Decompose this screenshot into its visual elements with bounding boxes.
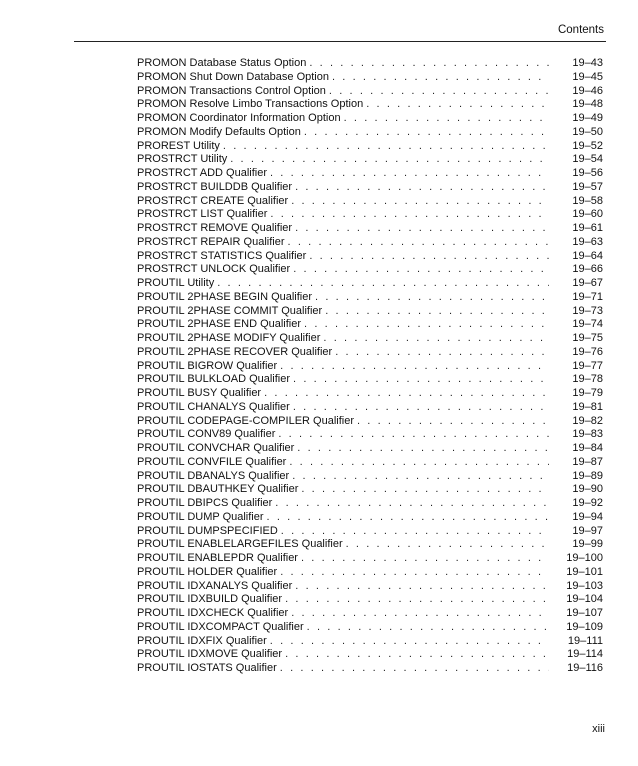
toc-entry-title: PROMON Coordinator Information Option bbox=[137, 112, 341, 124]
toc-entry[interactable] bbox=[137, 593, 603, 607]
dot-leader bbox=[223, 140, 549, 154]
toc-entry-page: 19–90 bbox=[572, 483, 603, 496]
toc-entry[interactable] bbox=[137, 98, 603, 112]
toc-entry-title: PROUTIL 2PHASE RECOVER Qualifier bbox=[137, 345, 333, 358]
toc-entry-page: 19–43 bbox=[572, 57, 603, 69]
toc-entry[interactable] bbox=[137, 525, 603, 539]
toc-entry-page: 19–104 bbox=[566, 593, 603, 606]
toc-entry[interactable] bbox=[137, 126, 603, 140]
toc-entry[interactable] bbox=[137, 195, 603, 209]
toc-entry-page: 19–52 bbox=[572, 139, 603, 152]
toc-entry-page: 19–79 bbox=[572, 387, 603, 399]
toc-entry-page: 19–75 bbox=[572, 332, 603, 344]
toc-entry-title: PROUTIL IDXCHECK Qualifier bbox=[137, 607, 289, 619]
dot-leader bbox=[291, 195, 549, 209]
toc-entry[interactable] bbox=[137, 236, 603, 250]
toc-entry[interactable] bbox=[137, 291, 603, 305]
toc-entry-page: 19–67 bbox=[572, 277, 603, 289]
toc-entry-title: PROUTIL CODEPAGE-COMPILER Qualifier bbox=[137, 414, 354, 427]
toc-entry-page: 19–101 bbox=[566, 565, 603, 578]
dot-leader bbox=[309, 57, 549, 71]
toc-entry-title: PROUTIL CONVCHAR Qualifier bbox=[137, 442, 295, 454]
toc-entry-page: 19–109 bbox=[566, 620, 603, 633]
dot-leader bbox=[270, 167, 549, 181]
toc-entry-page: 19–97 bbox=[572, 524, 603, 537]
dot-leader bbox=[366, 98, 549, 112]
table-of-contents bbox=[137, 57, 603, 676]
toc-entry-page: 19–60 bbox=[572, 208, 603, 221]
dot-leader bbox=[335, 346, 549, 360]
dot-leader bbox=[270, 635, 549, 649]
toc-entry-title: PROUTIL 2PHASE BEGIN Qualifier bbox=[137, 290, 313, 303]
toc-entry-title: PROUTIL 2PHASE END Qualifier bbox=[137, 318, 302, 331]
dot-leader bbox=[344, 112, 549, 126]
dot-leader bbox=[280, 360, 549, 374]
toc-entry-page: 19–87 bbox=[572, 455, 603, 468]
dot-leader bbox=[217, 277, 549, 291]
dot-leader bbox=[329, 85, 549, 99]
dot-leader bbox=[297, 442, 549, 456]
toc-entry[interactable] bbox=[137, 648, 603, 662]
toc-entry[interactable] bbox=[137, 621, 603, 635]
toc-entry[interactable] bbox=[137, 318, 603, 332]
toc-entry-title: PROUTIL DBAUTHKEY Qualifier bbox=[137, 483, 299, 496]
dot-leader bbox=[278, 428, 549, 442]
dot-leader bbox=[275, 497, 549, 511]
toc-entry-title: PROUTIL Utility bbox=[137, 277, 215, 289]
toc-entry[interactable] bbox=[137, 662, 603, 676]
toc-entry-title: PROSTRCT REMOVE Qualifier bbox=[137, 222, 293, 234]
dot-leader bbox=[323, 332, 549, 346]
toc-entry-title: PROSTRCT STATISTICS Qualifier bbox=[137, 249, 307, 262]
toc-entry-page: 19–74 bbox=[572, 318, 603, 331]
toc-entry[interactable] bbox=[137, 580, 603, 594]
toc-entry-title: PROUTIL IDXMOVE Qualifier bbox=[137, 648, 283, 661]
toc-entry[interactable] bbox=[137, 373, 603, 387]
toc-entry-page: 19–66 bbox=[572, 263, 603, 276]
toc-entry-title: PROMON Modify Defaults Option bbox=[137, 125, 301, 138]
dot-leader bbox=[293, 373, 549, 387]
toc-entry-title: PROSTRCT UNLOCK Qualifier bbox=[137, 263, 291, 276]
dot-leader bbox=[315, 291, 549, 305]
toc-entry-title: PROUTIL IDXBUILD Qualifier bbox=[137, 593, 283, 606]
dot-leader bbox=[346, 538, 549, 552]
toc-entry[interactable] bbox=[137, 57, 603, 71]
toc-entry[interactable] bbox=[137, 208, 603, 222]
toc-entry[interactable] bbox=[137, 360, 603, 374]
dot-leader bbox=[281, 525, 549, 539]
dot-leader bbox=[295, 580, 549, 594]
dot-leader bbox=[304, 126, 549, 140]
toc-entry-title: PROUTIL DBIPCS Qualifier bbox=[137, 497, 273, 509]
toc-entry-page: 19–48 bbox=[572, 98, 603, 111]
toc-entry-page: 19–71 bbox=[572, 290, 603, 303]
dot-leader bbox=[295, 222, 549, 236]
toc-entry-title: PROUTIL IOSTATS Qualifier bbox=[137, 662, 277, 674]
toc-entry-page: 19–116 bbox=[567, 662, 603, 674]
toc-entry-page: 19–56 bbox=[572, 167, 603, 179]
toc-entry-page: 19–103 bbox=[566, 579, 603, 592]
toc-entry[interactable] bbox=[137, 387, 603, 401]
dot-leader bbox=[288, 236, 549, 250]
toc-entry-title: PROUTIL IDXANALYS Qualifier bbox=[137, 579, 293, 592]
toc-entry[interactable] bbox=[137, 250, 603, 264]
toc-entry-title: PROUTIL CONVFILE Qualifier bbox=[137, 455, 287, 468]
toc-entry-title: PROMON Database Status Option bbox=[137, 57, 307, 69]
toc-entry-page: 19–114 bbox=[567, 648, 603, 661]
toc-entry[interactable] bbox=[137, 346, 603, 360]
dot-leader bbox=[325, 305, 549, 319]
toc-entry-title: PROSTRCT ADD Qualifier bbox=[137, 167, 267, 179]
toc-entry[interactable] bbox=[137, 442, 603, 456]
toc-entry-page: 19–89 bbox=[572, 469, 603, 482]
dot-leader bbox=[230, 153, 549, 167]
toc-entry-page: 19–64 bbox=[572, 249, 603, 262]
dot-leader bbox=[309, 250, 549, 264]
running-header-title: Contents bbox=[557, 24, 604, 36]
toc-entry-page: 19–73 bbox=[572, 304, 603, 317]
toc-entry[interactable] bbox=[137, 222, 603, 236]
toc-entry-page: 19–58 bbox=[572, 194, 603, 207]
toc-entry-page: 19–49 bbox=[572, 112, 603, 124]
dot-leader bbox=[293, 263, 549, 277]
dot-leader bbox=[270, 208, 549, 222]
toc-entry[interactable] bbox=[137, 538, 603, 552]
toc-entry[interactable] bbox=[137, 635, 603, 649]
header-rule bbox=[74, 41, 606, 42]
toc-entry-title: PROSTRCT BUILDDB Qualifier bbox=[137, 180, 293, 193]
toc-entry-title: PROUTIL IDXCOMPACT Qualifier bbox=[137, 620, 304, 633]
toc-entry-page: 19–99 bbox=[572, 538, 603, 551]
toc-entry-page: 19–81 bbox=[572, 400, 603, 413]
toc-entry[interactable] bbox=[137, 167, 603, 181]
dot-leader bbox=[357, 415, 549, 429]
dot-leader bbox=[304, 318, 549, 332]
toc-entry-page: 19–77 bbox=[572, 359, 603, 372]
toc-entry[interactable] bbox=[137, 305, 603, 319]
toc-entry-title: PROSTRCT REPAIR Qualifier bbox=[137, 235, 285, 248]
toc-entry-page: 19–57 bbox=[572, 180, 603, 193]
dot-leader bbox=[267, 511, 549, 525]
toc-entry[interactable] bbox=[137, 71, 603, 85]
toc-entry[interactable] bbox=[137, 415, 603, 429]
toc-entry-page: 19–45 bbox=[572, 70, 603, 83]
toc-entry[interactable] bbox=[137, 263, 603, 277]
toc-entry-title: PROUTIL 2PHASE COMMIT Qualifier bbox=[137, 304, 323, 317]
toc-entry[interactable] bbox=[137, 566, 603, 580]
toc-entry-title: PROUTIL DBANALYS Qualifier bbox=[137, 469, 290, 482]
toc-entry-title: PROUTIL DUMPSPECIFIED bbox=[137, 524, 278, 537]
toc-entry-page: 19–83 bbox=[572, 428, 603, 441]
toc-entry-title: PROREST Utility bbox=[137, 139, 220, 152]
dot-leader bbox=[285, 593, 549, 607]
toc-entry[interactable] bbox=[137, 428, 603, 442]
toc-entry-page: 19–100 bbox=[566, 552, 603, 564]
dot-leader bbox=[301, 483, 549, 497]
dot-leader bbox=[332, 71, 549, 85]
toc-entry[interactable] bbox=[137, 181, 603, 195]
toc-entry-title: PROSTRCT Utility bbox=[137, 153, 228, 166]
toc-entry-title: PROUTIL 2PHASE MODIFY Qualifier bbox=[137, 332, 321, 344]
toc-entry[interactable] bbox=[137, 497, 603, 511]
dot-leader bbox=[292, 470, 549, 484]
dot-leader bbox=[285, 648, 549, 662]
toc-entry-page: 19–92 bbox=[572, 497, 603, 509]
toc-entry-title: PROUTIL CONV89 Qualifier bbox=[137, 428, 276, 441]
toc-entry-page: 19–46 bbox=[572, 84, 603, 97]
toc-entry[interactable] bbox=[137, 511, 603, 525]
toc-entry-page: 19–54 bbox=[572, 153, 603, 166]
toc-entry[interactable] bbox=[137, 401, 603, 415]
toc-entry-title: PROUTIL BULKLOAD Qualifier bbox=[137, 373, 291, 386]
toc-entry-title: PROUTIL BIGROW Qualifier bbox=[137, 359, 278, 372]
page-number: xiii bbox=[592, 723, 605, 735]
toc-entry-page: 19–50 bbox=[572, 125, 603, 138]
toc-entry-page: 19–111 bbox=[567, 634, 603, 647]
toc-entry[interactable] bbox=[137, 140, 603, 154]
toc-entry-title: PROUTIL CHANALYS Qualifier bbox=[137, 400, 290, 413]
toc-entry[interactable] bbox=[137, 456, 603, 470]
toc-entry-page: 19–107 bbox=[566, 607, 603, 619]
toc-entry[interactable] bbox=[137, 85, 603, 99]
dot-leader bbox=[264, 387, 549, 401]
toc-entry-title: PROUTIL ENABLELARGEFILES Qualifier bbox=[137, 538, 343, 551]
toc-entry-page: 19–63 bbox=[572, 235, 603, 248]
toc-entry-page: 19–94 bbox=[572, 510, 603, 523]
toc-entry[interactable] bbox=[137, 153, 603, 167]
dot-leader bbox=[301, 552, 549, 566]
toc-entry-title: PROMON Transactions Control Option bbox=[137, 84, 326, 97]
dot-leader bbox=[307, 621, 549, 635]
toc-entry-page: 19–84 bbox=[572, 442, 603, 454]
toc-entry-title: PROUTIL DUMP Qualifier bbox=[137, 510, 264, 523]
dot-leader bbox=[295, 181, 549, 195]
toc-entry-title: PROSTRCT LIST Qualifier bbox=[137, 208, 268, 221]
toc-entry-title: PROUTIL HOLDER Qualifier bbox=[137, 565, 278, 578]
toc-entry[interactable] bbox=[137, 332, 603, 346]
dot-leader bbox=[280, 662, 549, 676]
dot-leader bbox=[280, 566, 549, 580]
toc-entry-title: PROMON Resolve Limbo Transactions Option bbox=[137, 98, 364, 111]
toc-entry[interactable] bbox=[137, 277, 603, 291]
toc-entry-page: 19–76 bbox=[572, 345, 603, 358]
toc-entry-page: 19–82 bbox=[572, 414, 603, 427]
dot-leader bbox=[289, 456, 549, 470]
toc-entry-title: PROSTRCT CREATE Qualifier bbox=[137, 194, 289, 207]
toc-entry-title: PROUTIL ENABLEPDR Qualifier bbox=[137, 552, 298, 564]
dot-leader bbox=[291, 607, 549, 621]
toc-entry[interactable] bbox=[137, 470, 603, 484]
toc-entry-page: 19–61 bbox=[572, 222, 603, 234]
toc-entry-title: PROMON Shut Down Database Option bbox=[137, 70, 329, 83]
toc-entry-title: PROUTIL IDXFIX Qualifier bbox=[137, 634, 267, 647]
toc-entry[interactable] bbox=[137, 607, 603, 621]
dot-leader bbox=[293, 401, 549, 415]
toc-entry-title: PROUTIL BUSY Qualifier bbox=[137, 387, 262, 399]
toc-entry-page: 19–78 bbox=[572, 373, 603, 386]
toc-entry[interactable] bbox=[137, 552, 603, 566]
toc-entry[interactable] bbox=[137, 483, 603, 497]
toc-entry[interactable] bbox=[137, 112, 603, 126]
